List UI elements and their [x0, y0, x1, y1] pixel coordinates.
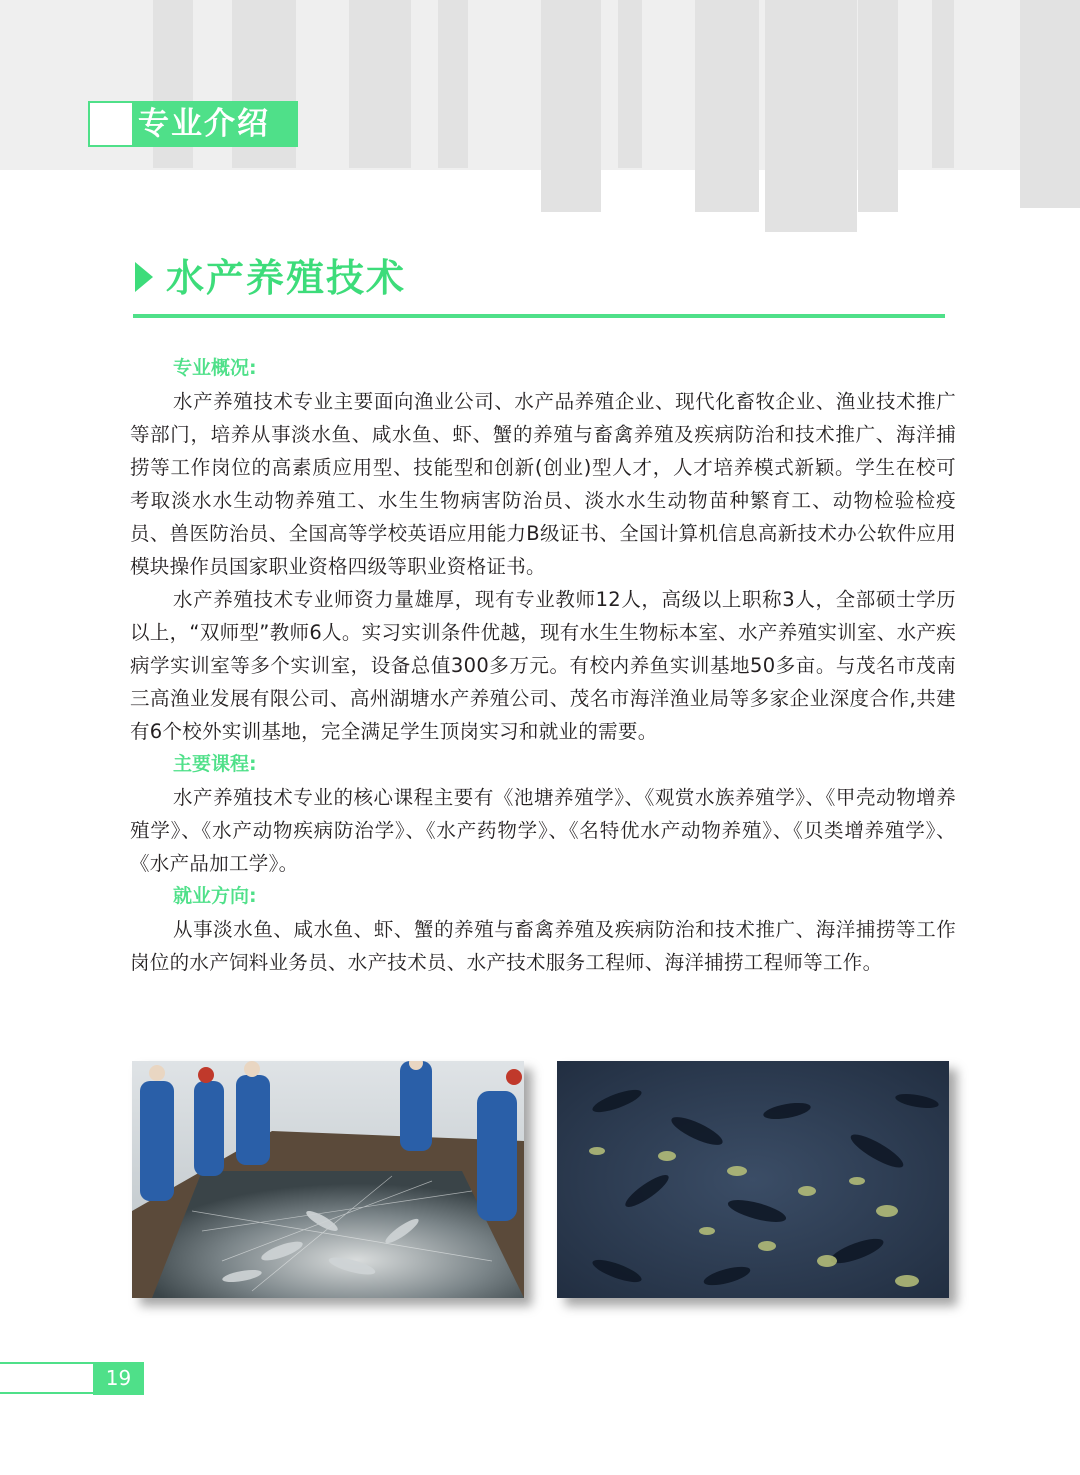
decor-stripe: [858, 0, 898, 212]
decor-stripe: [438, 0, 468, 168]
courses-paragraph: 水产养殖技术专业的核心课程主要有《池塘养殖学》、《观赏水族养殖学》、《甲壳动物增养殖学》、《水产动物疾病防治学》、《水产药物学》、《名特优水产动物养殖》、《贝类增养殖学》、《水产品加工学》。: [130, 786, 956, 875]
page-number: 19: [93, 1362, 144, 1395]
decor-stripe: [765, 0, 857, 232]
footer-rule: [0, 1362, 94, 1394]
section-heading-overview: 专业概况:: [173, 357, 257, 379]
careers-paragraph: 从事淡水鱼、咸水鱼、虾、蟹的养殖与畜禽养殖及疾病防治和技术推广、海洋捕捞等工作岗位的水产饲料业务员、水产技术员、水产技术服务工程师、海洋捕捞工程师等工作。: [130, 918, 956, 974]
fish-pond-photo: [557, 1061, 949, 1298]
decor-stripe: [349, 0, 411, 168]
decor-stripe: [618, 0, 642, 168]
main-content: [130, 352, 956, 979]
decor-stripe: [695, 0, 759, 212]
fishermen-net-photo: [132, 1061, 524, 1298]
section-tag: 专业介绍: [132, 101, 298, 147]
decor-stripe: [932, 0, 954, 168]
overview-paragraph-2: 水产养殖技术专业师资力量雄厚，现有专业教师12人，高级以上职称3人，全部硕士学历以上，“双师型”教师6人。实习实训条件优越，现有水生生物标本室、水产养殖实训室、水产疾病学实训室等多个实训室，设备总值300多万元。有校内养鱼实训基地50多亩。与茂名市茂南三高渔业发展有限公司、高州湖塘水产养殖公司、茂名市海洋渔业局等多家企业深度合作,共建有6个校外实训基地，完全满足学生顶岗实习和就业的需要。: [130, 588, 956, 743]
overview-paragraph-1: 水产养殖技术专业主要面向渔业公司、水产品养殖企业、现代化畜牧企业、渔业技术推广等部门，培养从事淡水鱼、咸水鱼、虾、蟹的养殖与畜禽养殖及疾病防治和技术推广、海洋捕捞等工作岗位的高素质应用型、技能型和创新(创业)型人才，人才培养模式新颖。学生在校可考取淡水水生动物养殖工、水生生物病害防治员、淡水水生动物苗种繁育工、动物检验检疫员、兽医防治员、全国高等学校英语应用能力B级证书、全国计算机信息高新技术办公软件应用模块操作员国家职业资格四级等职业资格证书。: [130, 390, 956, 578]
title-arrow-icon: [135, 262, 153, 292]
decor-stripe: [541, 0, 601, 212]
decor-stripe: [1020, 0, 1080, 208]
section-heading-courses: 主要课程:: [173, 753, 257, 775]
section-tag-outline: [88, 101, 132, 147]
title-divider: [133, 314, 945, 318]
page-title: 水产养殖技术: [166, 256, 407, 300]
section-heading-careers: 就业方向:: [173, 885, 257, 907]
